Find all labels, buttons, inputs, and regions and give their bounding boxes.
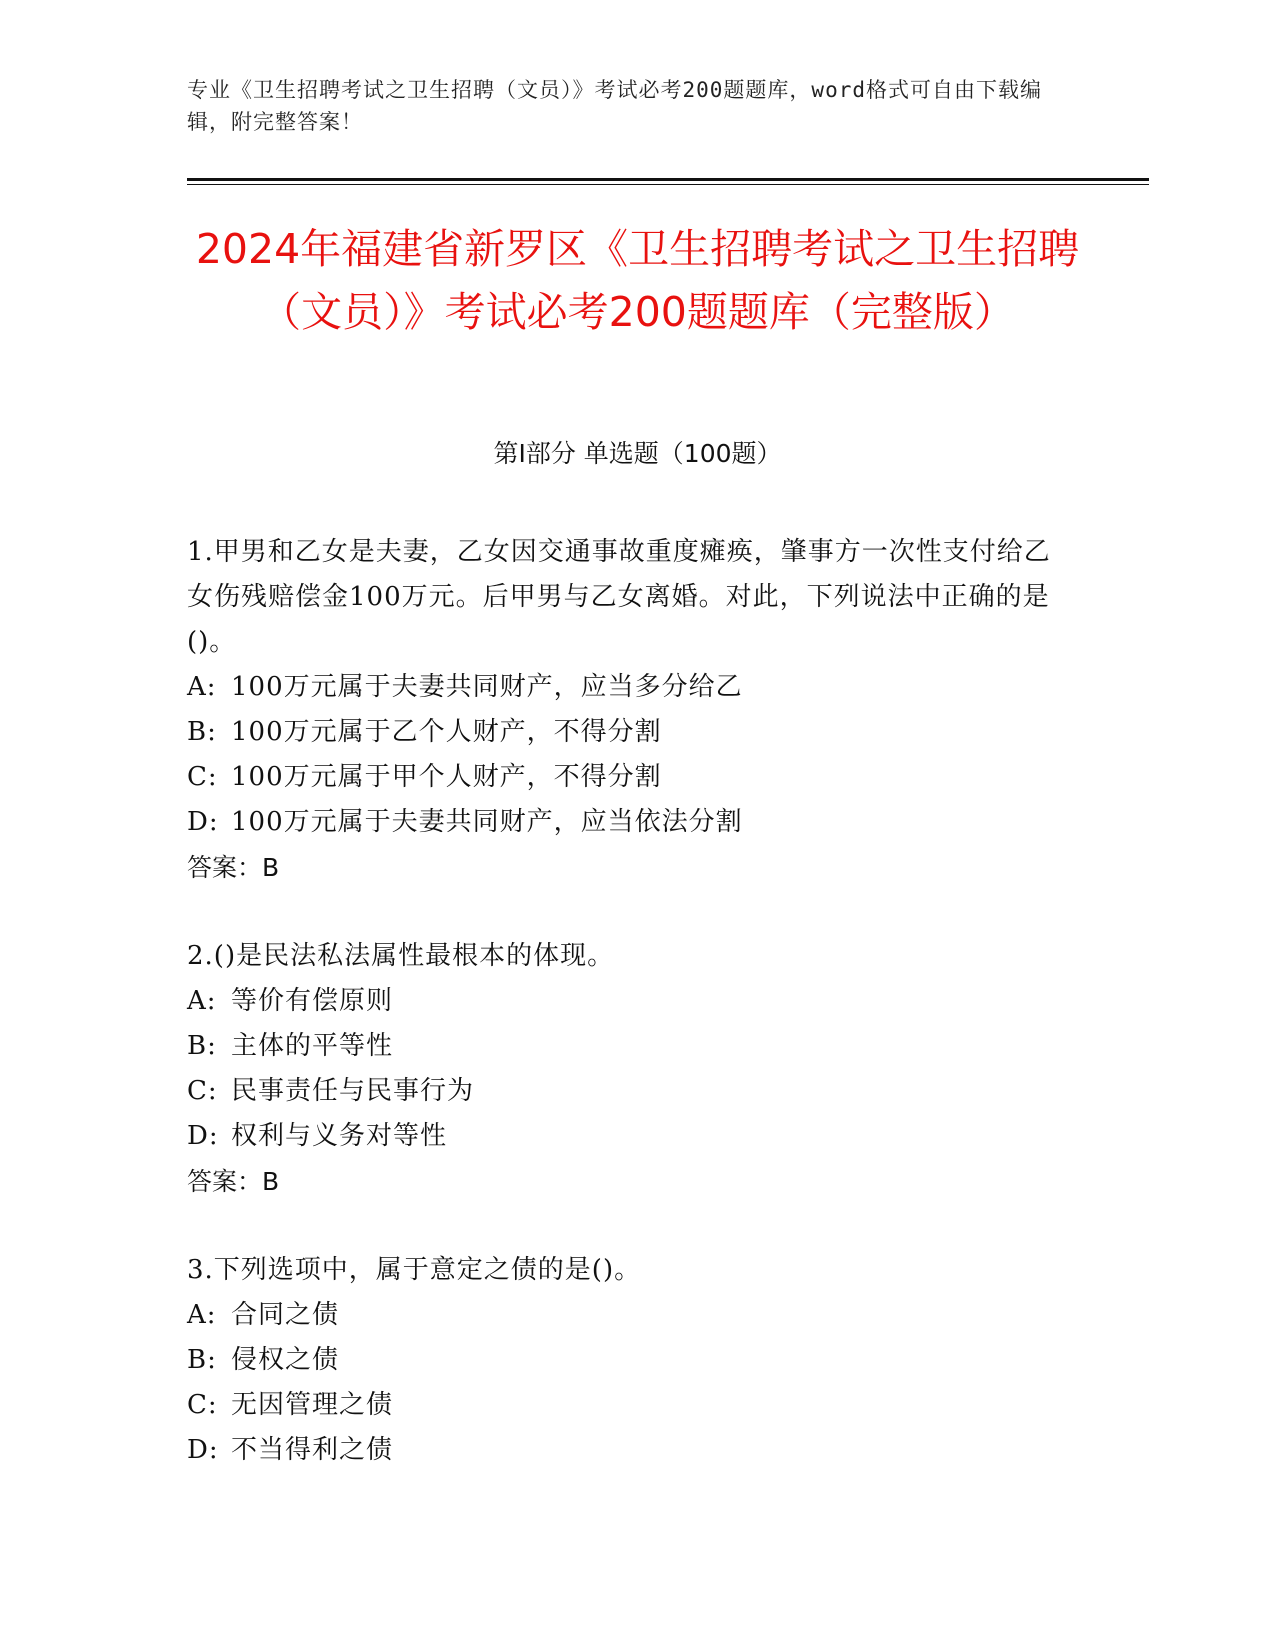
- option-text: 不当得利之债: [231, 1435, 394, 1465]
- question-1: [187, 530, 1067, 890]
- option-d: [187, 800, 1067, 845]
- header-divider-thin: [187, 184, 1149, 185]
- option-text: 100万元属于夫妻共同财产，应当依法分割: [231, 807, 743, 837]
- option-letter: D:: [187, 1435, 219, 1465]
- option-b: [187, 710, 1067, 755]
- option-text: 100万元属于甲个人财产，不得分割: [231, 762, 662, 792]
- option-text: 主体的平等性: [231, 1031, 394, 1061]
- option-text: 无因管理之债: [231, 1390, 394, 1420]
- option-c: [187, 755, 1067, 800]
- option-c: [187, 1069, 1067, 1114]
- question-2: [187, 934, 1067, 1204]
- option-text: 100万元属于夫妻共同财产，应当多分给乙: [231, 672, 743, 702]
- option-c: [187, 1383, 1067, 1428]
- question-list: [187, 530, 1067, 1517]
- option-a: [187, 665, 1067, 710]
- option-text: 100万元属于乙个人财产，不得分割: [231, 717, 662, 747]
- option-letter: D:: [187, 807, 219, 837]
- option-letter: A:: [187, 1300, 217, 1330]
- answer-label: 答案：B: [187, 853, 280, 882]
- option-b: [187, 1024, 1067, 1069]
- option-letter: C:: [187, 762, 218, 792]
- option-letter: D:: [187, 1121, 219, 1151]
- header-note: 专业《卫生招聘考试之卫生招聘（文员）》考试必考200题题库，word格式可自由下载编辑，附完整答案！: [187, 78, 1042, 134]
- option-text: 侵权之债: [231, 1345, 340, 1375]
- question-stem: 1.甲男和乙女是夫妻，乙女因交通事故重度瘫痪，肇事方一次性支付给乙女伤残赔偿金100万元。后甲男与乙女离婚。对此，下列说法中正确的是()。: [187, 537, 1051, 657]
- section-heading: 第I部分 单选题（100题）: [493, 439, 782, 468]
- option-letter: C:: [187, 1390, 218, 1420]
- question-stem: 3.下列选项中，属于意定之债的是()。: [187, 1255, 642, 1285]
- option-b: [187, 1338, 1067, 1383]
- option-text: 权利与义务对等性: [231, 1121, 448, 1151]
- option-d: [187, 1114, 1067, 1159]
- option-letter: B:: [187, 1345, 217, 1375]
- question-3: [187, 1248, 1067, 1473]
- option-letter: B:: [187, 1031, 217, 1061]
- option-a: [187, 1293, 1067, 1338]
- header-divider-thick: [187, 178, 1149, 181]
- option-letter: A:: [187, 986, 217, 1016]
- option-a: [187, 979, 1067, 1024]
- document-title: 2024年福建省新罗区《卫生招聘考试之卫生招聘（文员）》考试必考200题题库（完整版）: [195, 225, 1080, 336]
- option-text: 等价有偿原则: [231, 986, 394, 1016]
- option-text: 民事责任与民事行为: [231, 1076, 475, 1106]
- option-letter: A:: [187, 672, 217, 702]
- option-letter: C:: [187, 1076, 218, 1106]
- option-letter: B:: [187, 717, 217, 747]
- question-stem: 2.()是民法私法属性最根本的体现。: [187, 941, 615, 971]
- option-d: [187, 1428, 1067, 1473]
- option-text: 合同之债: [231, 1300, 340, 1330]
- answer-label: 答案：B: [187, 1167, 280, 1196]
